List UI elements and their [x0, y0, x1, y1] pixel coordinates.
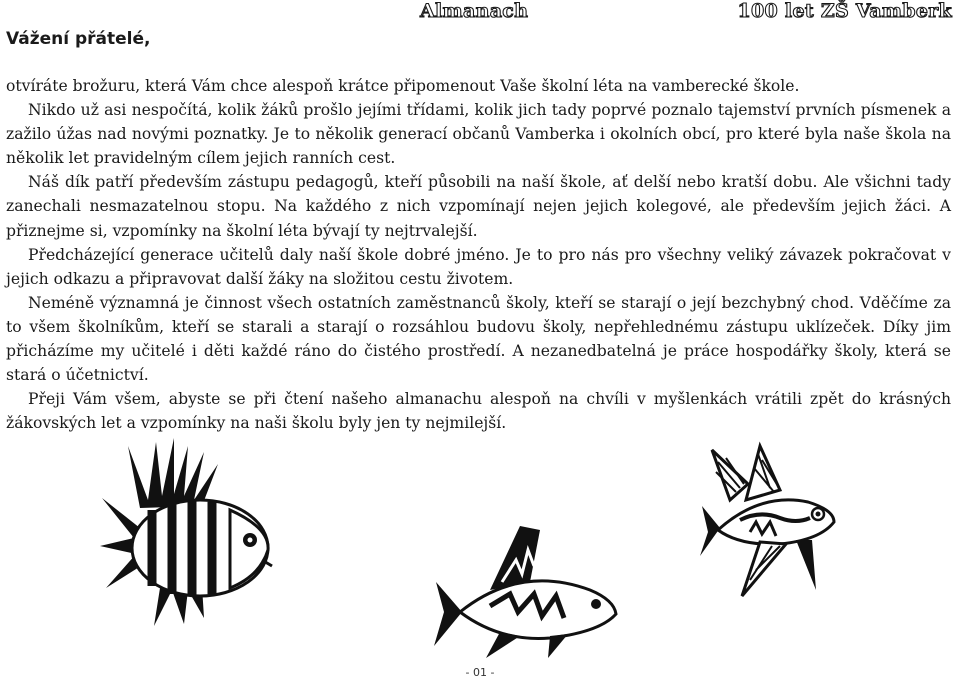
flying-fish-icon: [700, 440, 850, 600]
paragraph-3: Náš dík patří především zástupu pedagogů, kteří působili na naší škole, ať delší nebo kratší dobu. Ale všichni tady zanechali nesmazatelnou stopu. Na každého z nich vzpomínají nejen jejich kolegové, ale především jejich žáci. A přiznejme si, vzpomínky na školní léta bývají ty nejtrvalejší.: [6, 173, 951, 240]
paragraph-1: otvíráte brožuru, která Vám chce alespoň krátce připomenout Vaše školní léta na vamberecké škole.: [6, 77, 800, 95]
running-header-almanach: Almanach: [420, 0, 529, 22]
paragraph-2: Nikdo už asi nespočítá, kolik žáků prošlo jejími třídami, kolik jich tady poprvé poznalo tajemství prvních písmenek a zažilo úžas nad novými poznatky. Je to několik generací občanů Vamberka i okolních obcí, pro které byla naše škola na několik let pravidelným cílem jejich ranních cest.: [6, 101, 951, 168]
paragraph-4: Předcházející generace učitelů daly naší škole dobré jméno. Je to pro nás pro všechny veliký závazek pokračovat v jejich odkazu a připravovat další žáky na složitou cestu životem.: [6, 245, 951, 288]
letter-body: [6, 74, 951, 435]
page-number: - 01 -: [465, 666, 495, 679]
zigzag-fish-icon: [430, 520, 630, 660]
greeting: Vážení přátelé,: [6, 29, 151, 49]
paragraph-6: Přeji Vám všem, abyste se při čtení našeho almanachu alespoň na chvíli v myšlenkách vrátili zpět do krásných žákovských let a vzpomínky na naši školu byly jen ty nejmilejší.: [6, 390, 951, 433]
paragraph-5: Neméně významná je činnost všech ostatních zaměstnanců školy, kteří se starají o její bezchybný chod. Vděčíme za to všem školníkům, kteří se starali a starají o rozsáhlou budovu školy, nepřehlednému zástupu uklízeček. Díky jim přicházíme my učitelé i děti každé ráno do čistého prostředí. A nezanedbatelná je práce hospodářky školy, která se stará o účetnictví.: [6, 293, 951, 385]
running-header-school: 100 let ZŠ Vamberk: [737, 0, 952, 22]
striped-fish-icon: [100, 438, 290, 628]
